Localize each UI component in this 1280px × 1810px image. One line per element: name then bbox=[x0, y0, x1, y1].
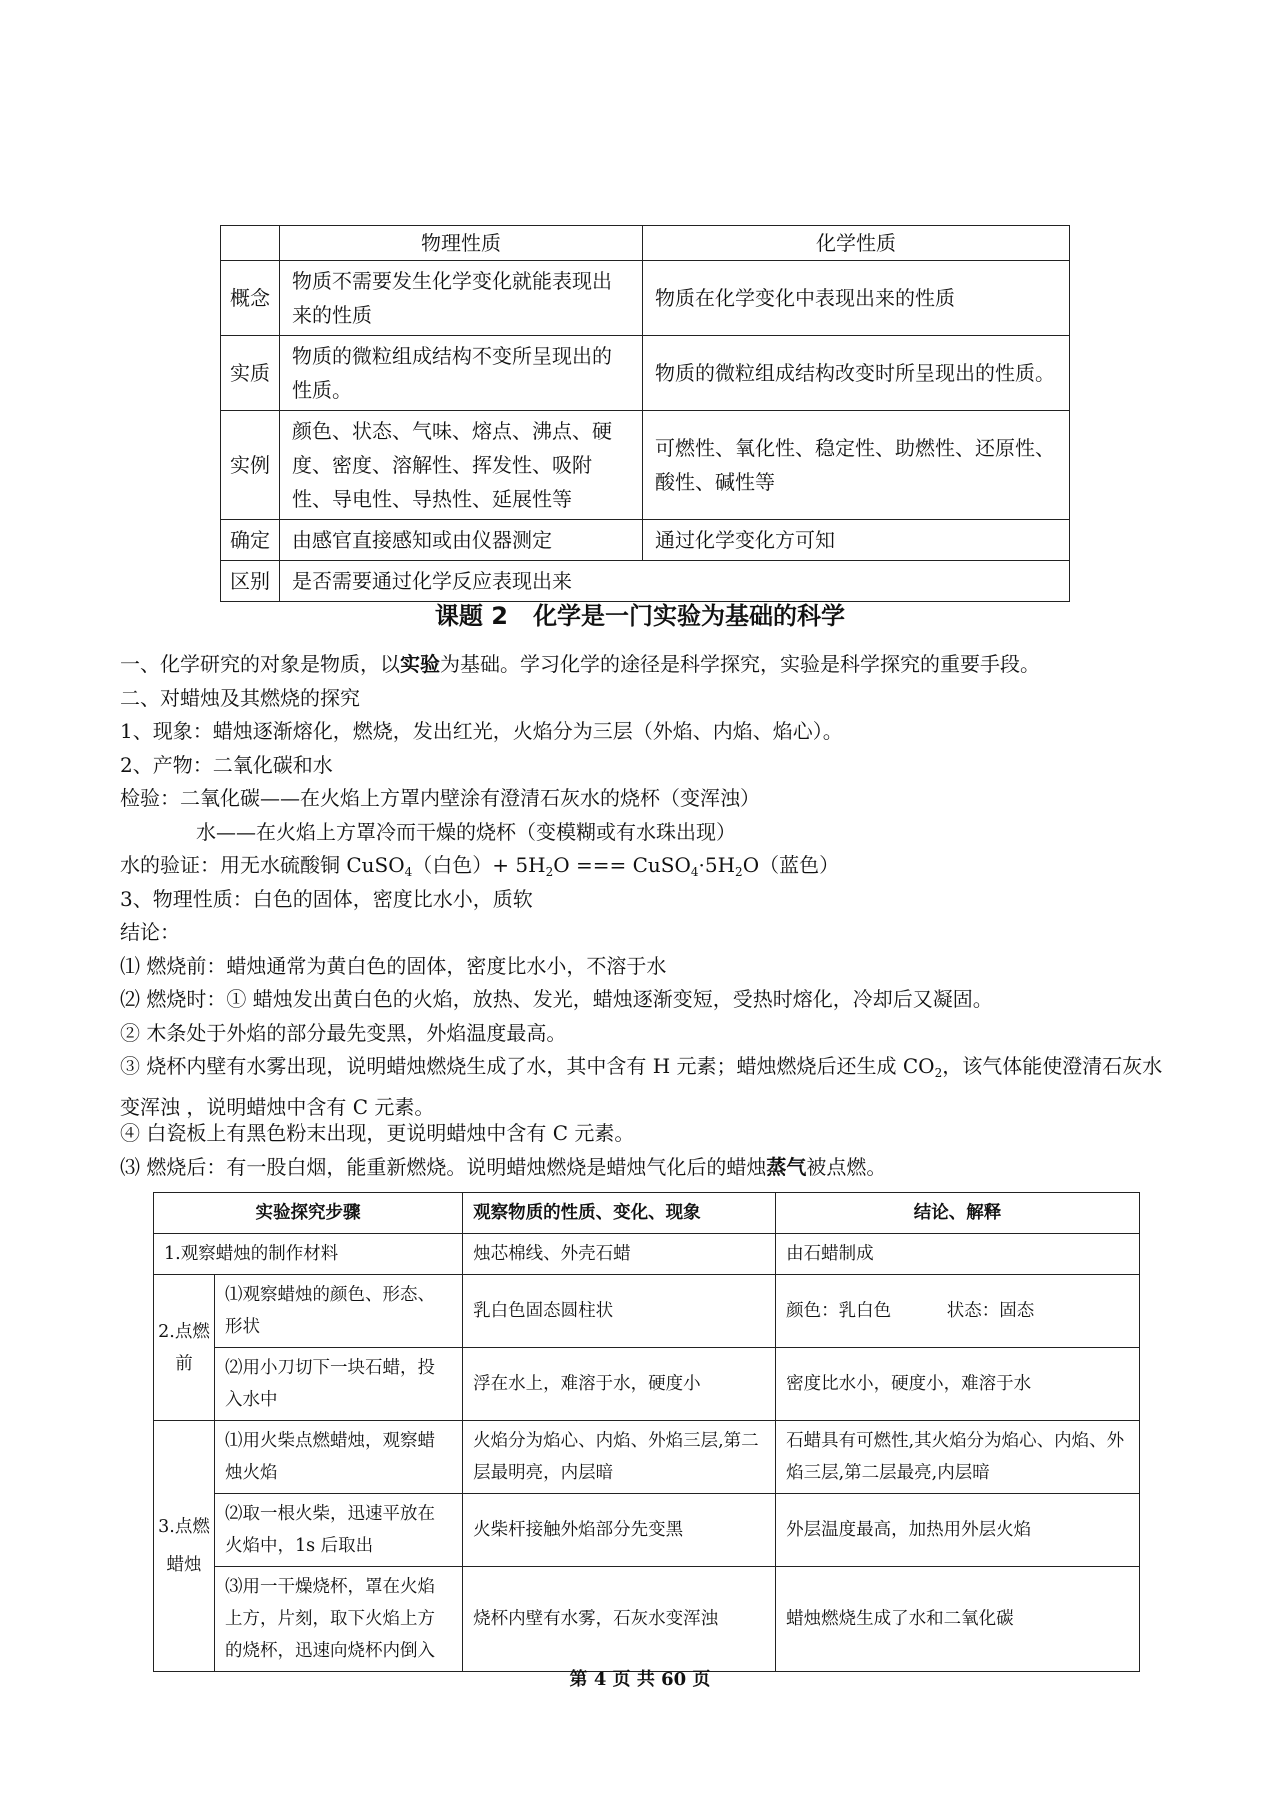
emphasis: 实验 bbox=[400, 652, 440, 676]
table-row bbox=[154, 1567, 1140, 1672]
paragraph: 水——在火焰上方罩冷而干燥的烧杯（变模糊或有水珠出现） bbox=[196, 819, 736, 844]
row-label: 区别 bbox=[221, 561, 280, 602]
title-prefix: 课题 2 bbox=[434, 602, 508, 630]
observation-cell: 烛芯棉线、外壳石蜡 bbox=[463, 1234, 776, 1275]
table-header-cell: 化学性质 bbox=[643, 226, 1070, 261]
paragraph: 2、产物：二氧化碳和水 bbox=[120, 752, 333, 777]
paragraph: ④ 白瓷板上有黑色粉末出现，更说明蜡烛中含有 C 元素。 bbox=[120, 1121, 635, 1145]
row-label: 概念 bbox=[221, 261, 280, 336]
chemical-cell: 通过化学变化方可知 bbox=[643, 520, 1070, 561]
observation-cell: 烧杯内壁有水雾，石灰水变浑浊 bbox=[463, 1567, 776, 1672]
table-row bbox=[221, 336, 1070, 411]
paragraph: ② 木条处于外焰的部分最先变黑，外焰温度最高。 bbox=[120, 1020, 567, 1045]
table-row bbox=[154, 1494, 1140, 1567]
text-run: （白色）+ 5H bbox=[412, 853, 546, 877]
text-run: 为基础。学习化学的途径是科学探究，实验是科学探究的重要手段。 bbox=[440, 652, 1040, 676]
row-label: 确定 bbox=[221, 520, 280, 561]
text-run: O === CuSO bbox=[553, 853, 691, 877]
conclusion-cell: 外层温度最高，加热用外层火焰 bbox=[776, 1494, 1140, 1567]
table-row bbox=[154, 1421, 1140, 1494]
step-cell: ⑴用火柴点燃蜡烛，观察蜡烛火焰 bbox=[215, 1421, 463, 1494]
paragraph: 二、对蜡烛及其燃烧的探究 bbox=[120, 685, 360, 710]
step-cell: 1.观察蜡烛的制作材料 bbox=[154, 1234, 463, 1275]
emphasis: 蒸气 bbox=[766, 1154, 807, 1179]
table-row bbox=[154, 1234, 1140, 1275]
properties-table bbox=[220, 225, 1070, 602]
difference-cell: 是否需要通过化学反应表现出来 bbox=[280, 561, 1070, 602]
text-run: 一、化学研究的对象是物质，以 bbox=[120, 652, 400, 676]
subscript: 4 bbox=[404, 865, 413, 879]
table-header-row bbox=[221, 226, 1070, 261]
physical-cell: 颜色、状态、气味、熔点、沸点、硬度、密度、溶解性、挥发性、吸附性、导电性、导热性、延展性等 bbox=[280, 411, 643, 520]
text-run: ·5H bbox=[698, 853, 736, 877]
page-footer: 第 4 页 共 60 页 bbox=[569, 1669, 711, 1690]
conclusion-cell: 石蜡具有可燃性,其火焰分为焰心、内焰、外焰三层,第二层最亮,内层暗 bbox=[776, 1421, 1140, 1494]
observation-cell: 浮在水上，难溶于水，硬度小 bbox=[463, 1348, 776, 1421]
table-row bbox=[221, 411, 1070, 520]
conclusion-cell: 由石蜡制成 bbox=[776, 1234, 1140, 1275]
table-header-cell: 观察物质的性质、变化、现象 bbox=[463, 1193, 776, 1234]
table-row bbox=[154, 1348, 1140, 1421]
table-row bbox=[154, 1275, 1140, 1348]
text-run: ③ 烧杯内壁有水雾出现，说明蜡烛燃烧生成了水，其中含有 H 元素；蜡烛燃烧后还生成 CO bbox=[120, 1054, 935, 1078]
table-header-cell: 物理性质 bbox=[280, 226, 643, 261]
physical-cell: 物质的微粒组成结构不变所呈现出的性质。 bbox=[280, 336, 643, 411]
table-header-cell: 结论、解释 bbox=[776, 1193, 1140, 1234]
section-title bbox=[0, 596, 1280, 631]
body-text bbox=[120, 648, 1180, 1184]
paragraph bbox=[120, 648, 1180, 682]
table-header-cell bbox=[221, 226, 280, 261]
physical-cell: 由感官直接感知或由仪器测定 bbox=[280, 520, 643, 561]
table-row bbox=[221, 261, 1070, 336]
paragraph: ⑴ 燃烧前：蜡烛通常为黄白色的固体，密度比水小，不溶于水 bbox=[120, 953, 667, 978]
title-text: 化学是一门实验为基础的科学 bbox=[533, 602, 846, 630]
text-run: 水的验证：用无水硫酸铜 CuSO bbox=[120, 853, 405, 877]
subscript: 2 bbox=[735, 865, 743, 879]
paragraph: ⑵ 燃烧时：① 蜡烛发出黄白色的火焰，放热、发光，蜡烛逐渐变短，受热时熔化，冷却后又凝固。 bbox=[120, 987, 993, 1011]
conclusion-cell: 颜色：乳白色 状态：固态 bbox=[776, 1275, 1140, 1348]
subscript: 2 bbox=[934, 1066, 943, 1080]
chemical-cell: 物质在化学变化中表现出来的性质 bbox=[643, 261, 1070, 336]
text-run: ，该气体能使澄清石灰水变浑浊 ，说明蜡烛中含有 C 元素。 bbox=[120, 1054, 1163, 1119]
chemical-cell: 可燃性、氧化性、稳定性、助燃性、还原性、酸性、碱性等 bbox=[643, 411, 1070, 520]
paragraph bbox=[120, 849, 1180, 883]
paragraph bbox=[120, 1050, 1180, 1119]
chemical-cell: 物质的微粒组成结构改变时所呈现出的性质。 bbox=[643, 336, 1070, 411]
step-cell: ⑶用一干燥烧杯，罩在火焰上方，片刻，取下火焰上方的烧杯，迅速向烧杯内倒入 bbox=[215, 1567, 463, 1672]
step-cell: ⑵取一根火柴，迅速平放在火焰中，1s 后取出 bbox=[215, 1494, 463, 1567]
paragraph: 结论： bbox=[120, 920, 180, 944]
paragraph: 检验：二氧化碳——在火焰上方罩内壁涂有澄清石灰水的烧杯（变浑浊） bbox=[120, 786, 760, 810]
subscript: 2 bbox=[545, 865, 554, 879]
paragraph bbox=[120, 1151, 1180, 1185]
observation-cell: 乳白色固态圆柱状 bbox=[463, 1275, 776, 1348]
conclusion-cell: 密度比水小，硬度小，难溶于水 bbox=[776, 1348, 1140, 1421]
paragraph: 1、现象：蜡烛逐渐熔化，燃烧，发出红光，火焰分为三层（外焰、内焰、焰心）。 bbox=[120, 719, 843, 743]
table-header-row bbox=[154, 1193, 1140, 1234]
row-label: 实质 bbox=[221, 336, 280, 411]
text-run: 被点燃。 bbox=[806, 1154, 887, 1179]
observation-cell: 火柴杆接触外焰部分先变黑 bbox=[463, 1494, 776, 1567]
table-header-cell: 实验探究步骤 bbox=[154, 1193, 463, 1234]
step-cell: ⑴观察蜡烛的颜色、形态、形状 bbox=[215, 1275, 463, 1348]
group-label: 3.点燃蜡烛 bbox=[154, 1421, 215, 1672]
observation-cell: 火焰分为焰心、内焰、外焰三层,第二层最明亮，内层暗 bbox=[463, 1421, 776, 1494]
group-label: 2.点燃前 bbox=[154, 1275, 215, 1421]
paragraph: 3、物理性质：白色的固体，密度比水小，质软 bbox=[120, 886, 533, 911]
table-row bbox=[221, 520, 1070, 561]
text-run: O（蓝色） bbox=[742, 853, 840, 877]
row-label: 实例 bbox=[221, 411, 280, 520]
subscript: 4 bbox=[690, 865, 699, 879]
physical-cell: 物质不需要发生化学变化就能表现出来的性质 bbox=[280, 261, 643, 336]
text-run: ⑶ 燃烧后：有一股白烟，能重新燃烧。说明蜡烛燃烧是蜡烛气化后的蜡烛 bbox=[120, 1154, 767, 1179]
experiment-table bbox=[153, 1192, 1140, 1672]
step-cell: ⑵用小刀切下一块石蜡，投入水中 bbox=[215, 1348, 463, 1421]
conclusion-cell: 蜡烛燃烧生成了水和二氧化碳 bbox=[776, 1567, 1140, 1672]
